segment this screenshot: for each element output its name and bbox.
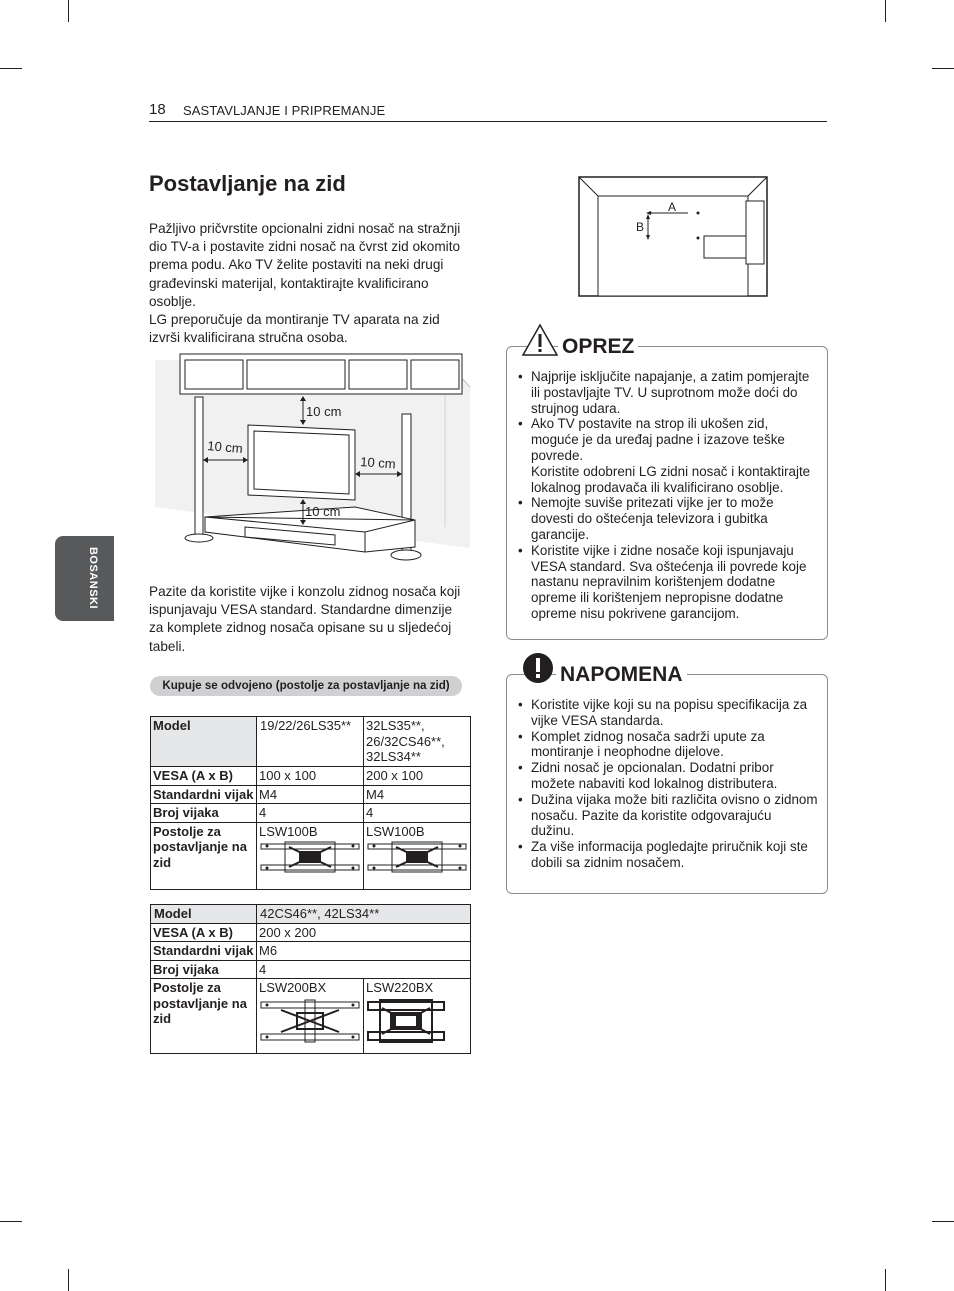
- language-tab: [55, 536, 114, 621]
- clearance-left-label: 10 cm: [206, 438, 244, 457]
- wall-bracket-image: [259, 841, 361, 873]
- intro-paragraph: Pažljivo pričvrstite opcionalni zidni nosač na stražnji dio TV-a i postavite zidni nosač na čvrst zid okomito prema podu. Ako TV želite postaviti na neki drugi građevinski materijal, kontaktirajte kvalificirano osoblje.: [149, 221, 461, 309]
- table-cell: [364, 979, 471, 1054]
- table-row: [151, 804, 471, 823]
- clearance-top-label: 10 cm: [306, 404, 342, 419]
- table-cell: 19/22/26LS35**: [257, 717, 364, 767]
- caution-list: [518, 369, 818, 622]
- list-item: • Za više informacija pogledajte priručnik koji ste dobili sa zidnim nosačem.: [518, 839, 818, 871]
- crop-mark: [932, 68, 954, 69]
- table-row: [151, 785, 471, 804]
- list-item: [518, 416, 818, 495]
- crop-mark: [885, 0, 886, 22]
- table-row: [151, 905, 471, 924]
- wall-bracket-image: [366, 841, 468, 873]
- mount-model-label: LSW220BX: [366, 980, 434, 995]
- table-cell: M6: [257, 942, 471, 961]
- table-header-cell: Model: [151, 905, 257, 924]
- note-title: NAPOMENA: [556, 663, 687, 687]
- crop-mark: [932, 1221, 954, 1222]
- table-header-cell: Standardni vijak: [151, 942, 257, 961]
- table-cell: M4: [364, 785, 471, 804]
- table-row: [151, 942, 471, 961]
- list-item: • Komplet zidnog nosača sadrži upute za montiranje i neophodne dijelove.: [518, 729, 818, 761]
- crop-mark: [68, 1269, 69, 1291]
- table-header-cell: Standardni vijak: [151, 785, 257, 804]
- table-header-cell: Model: [151, 717, 257, 767]
- table-cell: 200 x 100: [364, 767, 471, 786]
- section-title: SASTAVLJANJE I PRIPREMANJE: [183, 103, 386, 118]
- table-header-cell: Postolje za postavljanje na zid: [151, 979, 257, 1054]
- language-tab-label: BOSANSKI: [87, 546, 99, 610]
- table-cell: 200 x 200: [257, 923, 471, 942]
- list-item: • Dužina vijaka može biti različita ovisno o zidnom nosaču. Pazite da koristite odgovarajuću dužinu.: [518, 792, 818, 839]
- table-cell: M4: [257, 785, 364, 804]
- note-box: [506, 663, 828, 894]
- header-rule: [149, 121, 827, 122]
- table-header-cell: Broj vijaka: [151, 804, 257, 823]
- page-title: Postavljanje na zid: [149, 171, 346, 196]
- vesa-width-label: A: [668, 200, 677, 214]
- caution-title: OPREZ: [558, 335, 638, 359]
- table-cell: 4: [257, 960, 471, 979]
- intro-paragraph: LG preporučuje da montiranje TV aparata na zid izvrši kvalificirana stručna osoba.: [149, 312, 440, 346]
- table-cell: 4: [364, 804, 471, 823]
- table-header-cell: VESA (A x B): [151, 767, 257, 786]
- table-cell: 4: [257, 804, 364, 823]
- crop-mark: [68, 0, 69, 22]
- table-cell: 100 x 100: [257, 767, 364, 786]
- list-item: • Koristite vijke koji su na popisu specifikacija za vijke VESA standarda.: [518, 697, 818, 729]
- table-row: [151, 923, 471, 942]
- crop-mark: [0, 1221, 22, 1222]
- table-cell: 32LS35**, 26/32CS46**, 32LS34**: [364, 717, 471, 767]
- note-list: [518, 697, 818, 871]
- list-item: • Najprije isključite napajanje, a zatim pomjerajte ili postavljajte TV. U suprotnom može doći do strujnog udara.: [518, 369, 818, 416]
- vesa-height-label: B: [636, 220, 645, 234]
- clearance-bottom-label: 10 cm: [305, 504, 341, 519]
- note-exclamation-icon: [521, 651, 555, 685]
- caution-box: [506, 335, 828, 640]
- spec-table-large: [150, 904, 471, 1054]
- page-number: 18: [149, 101, 166, 118]
- table-row: [151, 822, 471, 889]
- list-item-text: Ako TV postavite na strop ili ukošen zid, moguće je da uređaj padne i izazove teške povrede.: [531, 416, 785, 463]
- table-cell: [257, 822, 364, 889]
- table-row: [151, 717, 471, 767]
- screws-note: Pazite da koristite vijke i konzolu zidnog nosača koji ispunjavaju VESA standard. Standardne dimenzije za komplete zidnog nosača opisane su u sljedećoj tabeli.: [149, 584, 461, 654]
- crop-mark: [885, 1269, 886, 1291]
- list-item-subtext: Koristite odobreni LG zidni nosač i kontaktirajte lokalnog prodavača ili kvalificirano osoblje.: [531, 463, 811, 495]
- clearance-right-label: 10 cm: [359, 454, 397, 472]
- intro-text: [149, 220, 469, 347]
- mount-model-label: LSW200BX: [259, 980, 327, 995]
- table-row: [151, 979, 471, 1054]
- spec-table-small: [150, 716, 471, 890]
- table-header-cell: Postolje za postavljanje na zid: [151, 822, 257, 889]
- wall-bracket-image: [259, 998, 361, 1044]
- list-item: • Zidni nosač je opcionalan. Dodatni pribor možete nabaviti kod lokalnog distributera.: [518, 760, 818, 792]
- clearance-diagram: [150, 352, 472, 562]
- vesa-diagram: [578, 176, 769, 298]
- warning-triangle-icon: [521, 323, 559, 357]
- table-cell: [257, 979, 364, 1054]
- table-header-cell: Broj vijaka: [151, 960, 257, 979]
- table-cell: 42CS46**, 42LS34**: [257, 905, 471, 924]
- list-item: • Nemojte suviše pritezati vijke jer to može dovesti do oštećenja televizora i gubitka garancije.: [518, 495, 818, 542]
- table-cell: [364, 822, 471, 889]
- table-row: [151, 960, 471, 979]
- mount-model-label: LSW100B: [259, 823, 318, 839]
- wall-bracket-image: [366, 998, 468, 1044]
- sold-separately-label: Kupuje se odvojeno (postolje za postavljanje na zid): [150, 676, 462, 696]
- table-header-cell: VESA (A x B): [151, 923, 257, 942]
- mount-model-label: LSW100B: [366, 823, 425, 839]
- crop-mark: [0, 68, 22, 69]
- list-item: • Koristite vijke i zidne nosače koji ispunjavaju VESA standard. Sva oštećenja ili povrede koje nastanu nepravilnim korištenjem dodatne opreme ili korištenjem nepropisne dodatne opreme nisu pokrivene garancijom.: [518, 543, 818, 622]
- table-row: [151, 767, 471, 786]
